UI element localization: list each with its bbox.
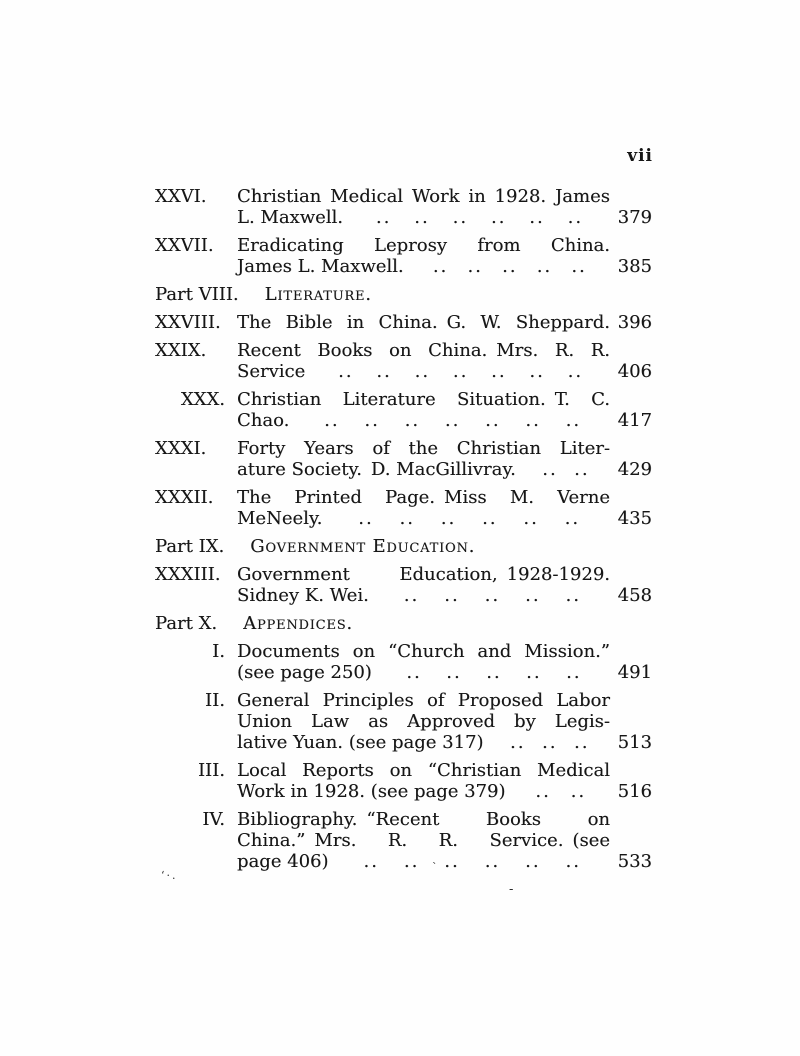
entry-line-text: China.” Mrs. R. R. Service. (see bbox=[237, 830, 610, 851]
entry-line-text: Eradicating Leprosy from China. bbox=[237, 235, 610, 256]
part-label: Part IX. bbox=[155, 536, 225, 557]
entry-line-text: Forty Years of the Christian Liter- bbox=[237, 438, 610, 459]
entry-line bbox=[237, 830, 652, 851]
part-heading-line bbox=[155, 284, 372, 305]
toc-entry bbox=[155, 760, 652, 802]
entry-numeral: XXVII. bbox=[155, 235, 214, 256]
dot-leader: .. .. .. .. .. .. bbox=[375, 207, 584, 228]
entry-body bbox=[237, 312, 652, 333]
page-number: 385 bbox=[617, 256, 652, 277]
dot-leader: .. .. bbox=[542, 459, 590, 480]
page-number: 406 bbox=[617, 361, 652, 382]
entry-line-text: Bibliography. “Recent Books on bbox=[237, 809, 610, 830]
entry-line-text: page 406) bbox=[237, 851, 329, 872]
page-number: 417 bbox=[617, 410, 652, 431]
part-heading bbox=[155, 536, 652, 557]
entry-line-text: The Bible in China. G. W. Sheppard. bbox=[237, 312, 610, 333]
entry-line bbox=[237, 186, 652, 207]
entry-line-text: Service bbox=[237, 361, 306, 382]
entry-line-text: Chao. bbox=[237, 410, 290, 431]
part-title: Government Education. bbox=[250, 536, 476, 557]
entry-numeral: XXVI. bbox=[155, 186, 207, 207]
entry-line-text: Work in 1928. (see page 379) bbox=[237, 781, 506, 802]
entry-line bbox=[237, 207, 652, 228]
entry-body bbox=[237, 340, 652, 382]
page-number: 396 bbox=[617, 312, 652, 333]
entry-line bbox=[237, 487, 652, 508]
toc-entry bbox=[155, 564, 652, 606]
entry-line bbox=[237, 809, 652, 830]
entry-line-text: (see page 250) bbox=[237, 662, 372, 683]
entry-line bbox=[237, 690, 652, 711]
entry-numeral: II. bbox=[205, 690, 225, 711]
entry-line bbox=[237, 641, 652, 662]
entry-line-text: Local Reports on “Christian Medical bbox=[237, 760, 610, 781]
entry-numeral: XXX. bbox=[180, 389, 225, 410]
dot-leader: .. .. .. .. .. .. bbox=[363, 851, 581, 872]
toc-entry bbox=[155, 487, 652, 529]
part-heading bbox=[155, 284, 652, 305]
page-number: 533 bbox=[617, 851, 652, 872]
entry-line-text: Documents on “Church and Mission.” bbox=[237, 641, 610, 662]
entry-line bbox=[237, 781, 652, 802]
entry-numeral: XXXIII. bbox=[155, 564, 221, 585]
entry-body bbox=[237, 641, 652, 683]
part-title: Appendices. bbox=[243, 613, 353, 634]
entry-line-text: Government Education, 1928-1929. bbox=[237, 564, 610, 585]
dot-leader: .. .. .. .. .. bbox=[403, 585, 581, 606]
entry-line-text: Christian Medical Work in 1928. James bbox=[237, 186, 610, 207]
scan-artifact: ` bbox=[432, 861, 438, 874]
dot-leader: .. .. .. .. .. bbox=[406, 662, 582, 683]
entry-body bbox=[237, 235, 652, 277]
entry-numeral: XXVIII. bbox=[155, 312, 221, 333]
page-number: 435 bbox=[617, 508, 652, 529]
entry-line bbox=[237, 235, 652, 256]
part-heading-line bbox=[155, 613, 353, 634]
entry-line-text: MeNeely. bbox=[237, 508, 323, 529]
entry-line bbox=[237, 312, 652, 333]
toc-entry bbox=[155, 690, 652, 753]
page-number: 516 bbox=[617, 781, 652, 802]
toc-entry bbox=[155, 809, 652, 872]
dot-leader: .. .. .. .. .. .. .. bbox=[338, 361, 584, 382]
entry-body bbox=[237, 760, 652, 802]
dot-leader: .. .. .. .. .. bbox=[432, 256, 587, 277]
entry-line bbox=[237, 760, 652, 781]
toc-list bbox=[155, 186, 652, 879]
scan-artifact: ʻ·. bbox=[161, 869, 178, 882]
part-label: Part VIII. bbox=[155, 284, 239, 305]
dot-leader: .. .. bbox=[535, 781, 587, 802]
entry-line bbox=[237, 711, 652, 732]
toc-entry bbox=[155, 340, 652, 382]
dot-leader: .. .. .. bbox=[510, 732, 590, 753]
entry-line bbox=[237, 851, 652, 872]
entry-line bbox=[237, 438, 652, 459]
entry-line bbox=[237, 410, 652, 431]
entry-line-text: Recent Books on China. Mrs. R. R. bbox=[237, 340, 610, 361]
entry-body bbox=[237, 487, 652, 529]
part-label: Part X. bbox=[155, 613, 218, 634]
entry-numeral: III. bbox=[197, 760, 225, 781]
entry-numeral: I. bbox=[212, 641, 225, 662]
folio-page-number: vii bbox=[627, 146, 653, 166]
page-number: 458 bbox=[617, 585, 652, 606]
entry-line-text: lative Yuan. (see page 317) bbox=[237, 732, 484, 753]
entry-body bbox=[237, 564, 652, 606]
entry-line-text: L. Maxwell. bbox=[237, 207, 344, 228]
toc-entry bbox=[155, 438, 652, 480]
entry-body bbox=[237, 389, 652, 431]
entry-line-text: General Principles of Proposed Labor bbox=[237, 690, 610, 711]
page-number: 491 bbox=[617, 662, 652, 683]
toc-entry bbox=[155, 312, 652, 333]
toc-entry bbox=[155, 641, 652, 683]
dot-leader: .. .. .. .. .. .. bbox=[358, 508, 581, 529]
entry-line-text: Christian Literature Situation. T. C. bbox=[237, 389, 610, 410]
entry-body bbox=[237, 186, 652, 228]
entry-numeral: XXIX. bbox=[155, 340, 207, 361]
entry-line-text: Sidney K. Wei. bbox=[237, 585, 369, 606]
entry-line bbox=[237, 662, 652, 683]
entry-body bbox=[237, 690, 652, 753]
entry-line bbox=[237, 585, 652, 606]
entry-line-text: Union Law as Approved by Legis- bbox=[237, 711, 610, 732]
page-number: 429 bbox=[617, 459, 652, 480]
entry-line bbox=[237, 389, 652, 410]
entry-line bbox=[237, 340, 652, 361]
toc-entry bbox=[155, 389, 652, 431]
entry-line-text: ature Society. D. MacGillivray. bbox=[237, 459, 516, 480]
entry-numeral: IV. bbox=[202, 809, 225, 830]
toc-entry bbox=[155, 235, 652, 277]
dot-leader: .. .. .. .. .. .. .. bbox=[324, 410, 582, 431]
toc-entry bbox=[155, 186, 652, 228]
part-title: Literature. bbox=[264, 284, 372, 305]
page-number: 379 bbox=[617, 207, 652, 228]
part-heading bbox=[155, 613, 652, 634]
entry-line bbox=[237, 564, 652, 585]
entry-line bbox=[237, 256, 652, 277]
entry-line bbox=[237, 508, 652, 529]
entry-line bbox=[237, 361, 652, 382]
entry-line bbox=[237, 732, 652, 753]
entry-body bbox=[237, 438, 652, 480]
page-number: 513 bbox=[617, 732, 652, 753]
scan-artifact: - bbox=[509, 882, 514, 897]
part-heading-line bbox=[155, 536, 475, 557]
entry-line-text: The Printed Page. Miss M. Verne bbox=[237, 487, 610, 508]
entry-line bbox=[237, 459, 652, 480]
entry-numeral: XXXII. bbox=[155, 487, 214, 508]
entry-numeral: XXXI. bbox=[155, 438, 207, 459]
entry-body bbox=[237, 809, 652, 872]
entry-line-text: James L. Maxwell. bbox=[237, 256, 404, 277]
